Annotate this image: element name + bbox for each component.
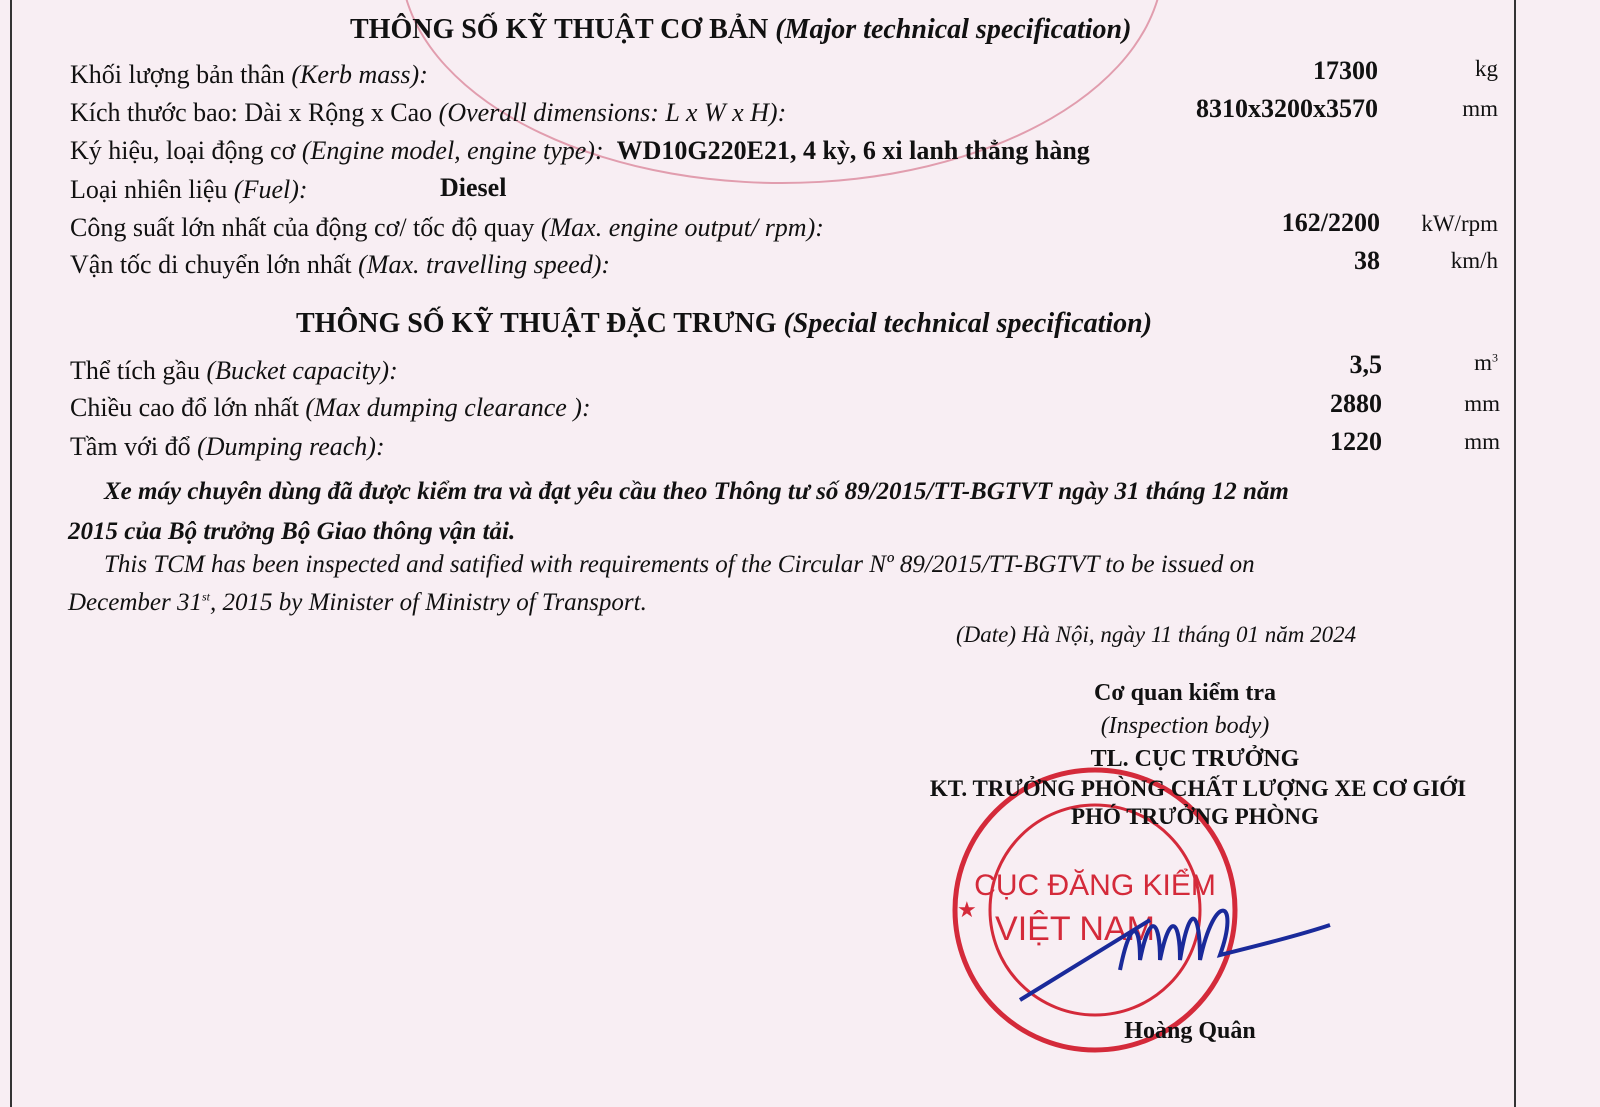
signature-stroke xyxy=(1020,911,1330,1000)
spec-row-engine-output xyxy=(70,213,824,243)
label-en: (Dumping reach): xyxy=(197,432,385,461)
label: Vận tốc di chuyển lớn nhất xyxy=(70,250,352,279)
label-en: (Overall dimensions: L x W x H): xyxy=(438,98,787,127)
statement-vi-line2: 2015 của Bộ trưởng Bộ Giao thông vận tải. xyxy=(68,518,516,545)
stamp-star-icon: ★ xyxy=(957,897,977,922)
value-dimensions: 8310x3200x3570 xyxy=(1196,94,1378,123)
value-engine: WD10G220E21, 4 kỳ, 6 xi lanh thẳng hàng xyxy=(616,136,1090,165)
signer-line1: TL. CỤC TRƯỞNG xyxy=(1090,746,1300,772)
statement-en-line1: This TCM has been inspected and satified with requirements of the Circular Nº 89/2015/TT-BGTVT to be issued on xyxy=(104,551,1255,578)
unit-bucket xyxy=(1378,350,1498,376)
issue-date: (Date) Hà Nội, ngày 11 tháng 01 năm 2024 xyxy=(956,622,1357,647)
unit-engine-output: kW/rpm xyxy=(1421,211,1498,236)
label-en: (Fuel): xyxy=(233,175,308,204)
value-engine-output: 162/2200 xyxy=(1281,208,1380,237)
page-border-left xyxy=(10,0,12,1107)
label-en: (Max. engine output/ rpm): xyxy=(540,213,824,242)
label-en: (Engine model, engine type): xyxy=(301,136,604,165)
value-bucket: 3,5 xyxy=(1349,350,1382,379)
title-vi: THÔNG SỐ KỸ THUẬT ĐẶC TRƯNG xyxy=(296,308,777,339)
stamp-center-line1: CỤC ĐĂNG KIỂM xyxy=(974,869,1216,902)
label: Ký hiệu, loại động cơ xyxy=(70,136,296,165)
statement-en-line2 xyxy=(68,589,647,617)
label: Công suất lớn nhất của động cơ/ tốc độ quay xyxy=(70,213,535,242)
value-kerb-mass: 17300 xyxy=(1313,56,1378,85)
spec-row-speed xyxy=(70,250,610,280)
unit-dimensions: mm xyxy=(1462,96,1498,121)
signer-name: Hoàng Quân xyxy=(1124,1018,1256,1044)
value-fuel: Diesel xyxy=(440,173,507,202)
label-en: (Kerb mass): xyxy=(291,60,428,89)
unit-speed: km/h xyxy=(1450,248,1498,273)
label-en: (Max dumping clearance ): xyxy=(305,393,591,422)
label-en: (Bucket capacity): xyxy=(206,356,398,385)
spec-row-engine xyxy=(70,136,1090,166)
label: Tầm với đổ xyxy=(70,432,191,461)
handwritten-signature xyxy=(1000,880,1340,1020)
value-dumping-reach: 1220 xyxy=(1330,427,1382,456)
value-speed: 38 xyxy=(1354,246,1380,275)
signer-line2: KT. TRƯỞNG PHÒNG CHẤT LƯỢNG XE CƠ GIỚI xyxy=(929,776,1467,801)
unit-dumping-clearance: mm xyxy=(1464,391,1500,416)
stamp-center-line2: VIỆT NAM xyxy=(995,910,1155,948)
unit-text: m xyxy=(1474,350,1492,375)
inspection-body-title: Cơ quan kiểm tra xyxy=(1094,680,1276,706)
spec-row-dumping-reach xyxy=(70,432,385,462)
page-border-right xyxy=(1514,0,1516,1107)
text: December 31 xyxy=(68,589,202,616)
label: Kích thước bao: Dài x Rộng x Cao xyxy=(70,98,433,127)
signer-line3: PHÓ TRƯỞNG PHÒNG xyxy=(1071,804,1319,829)
label: Khối lượng bản thân xyxy=(70,60,285,89)
label: Chiều cao đổ lớn nhất xyxy=(70,393,299,422)
spec-row-dumping-clearance xyxy=(70,393,591,423)
title-vi: THÔNG SỐ KỸ THUẬT CƠ BẢN xyxy=(350,14,769,45)
sup: st xyxy=(201,589,210,604)
value-dumping-clearance: 2880 xyxy=(1330,389,1382,418)
label-en: (Max. travelling speed): xyxy=(358,250,611,279)
title-en: (Major technical specification) xyxy=(775,14,1132,45)
text: , 2015 by Minister of Ministry of Transport. xyxy=(210,589,647,616)
unit-sup: 3 xyxy=(1492,350,1498,365)
unit-dumping-reach: mm xyxy=(1464,429,1500,454)
spec-row-bucket xyxy=(70,356,398,386)
spec-row-kerb-mass xyxy=(70,60,428,90)
major-spec-title xyxy=(350,14,1131,46)
spec-row-fuel xyxy=(70,175,308,205)
label: Thể tích gầu xyxy=(70,356,200,385)
label: Loại nhiên liệu xyxy=(70,175,228,204)
spec-row-dimensions xyxy=(70,98,786,128)
inspection-body-title-en: (Inspection body) xyxy=(1100,713,1270,739)
statement-vi-line1: Xe máy chuyên dùng đã được kiểm tra và đạt yêu cầu theo Thông tư số 89/2015/TT-BGTVT ngày 31 tháng 12 năm xyxy=(104,478,1289,505)
unit-kerb-mass: kg xyxy=(1475,56,1498,81)
special-spec-title xyxy=(296,308,1152,340)
title-en: (Special technical specification) xyxy=(783,308,1153,339)
